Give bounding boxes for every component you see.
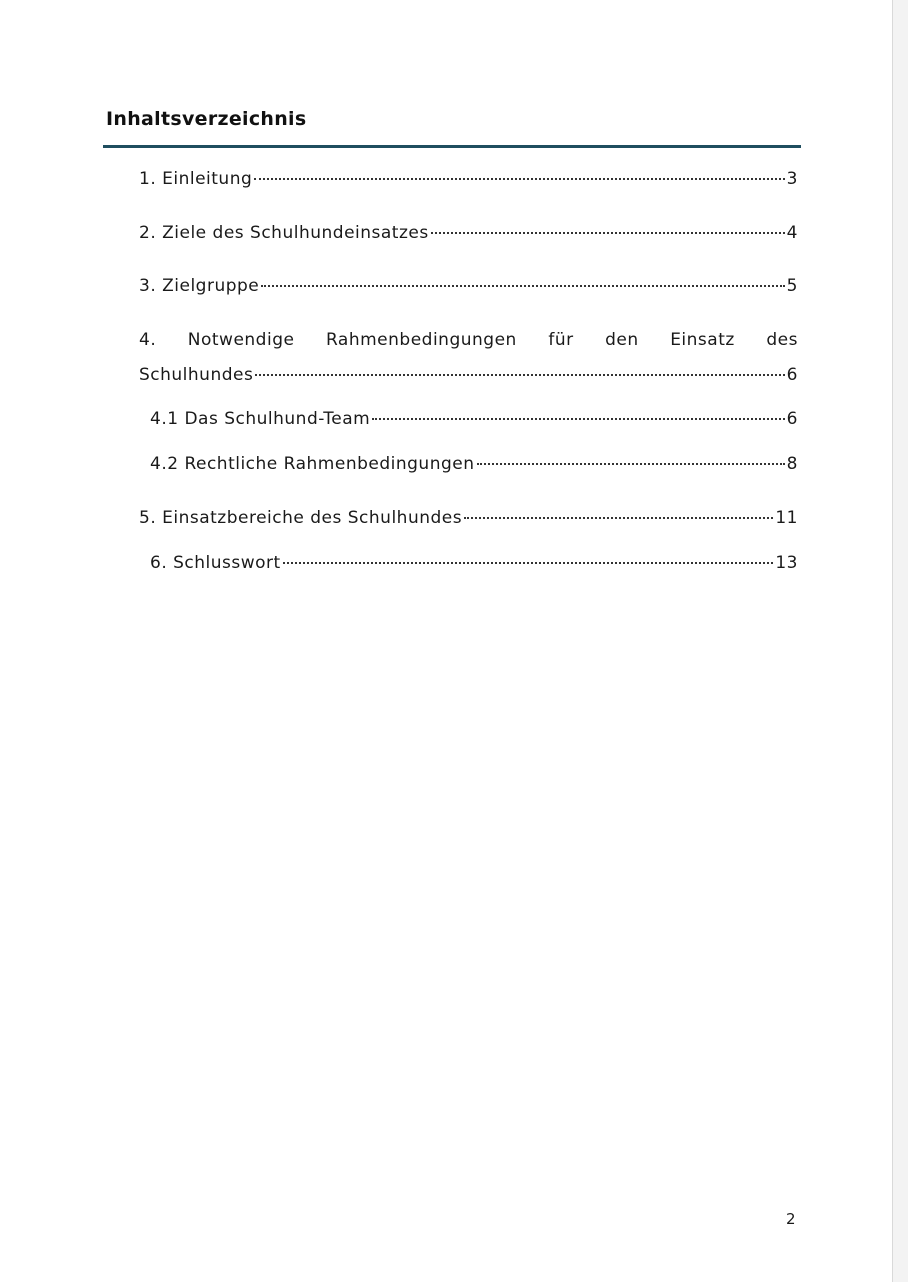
toc-word: den	[605, 330, 639, 350]
toc-entry-schulhund-team[interactable]	[150, 407, 798, 431]
toc-entry-label: Schulhundes	[139, 365, 254, 385]
toc-entry-rahmenbedingungen-line1[interactable]	[139, 328, 798, 352]
toc-entry-page: 13	[775, 553, 798, 573]
toc-entry-label: 4.1 Das Schulhund-Team	[150, 409, 371, 429]
toc-entry-page: 5	[786, 276, 798, 296]
toc-entry-rahmenbedingungen-line2[interactable]	[139, 363, 798, 387]
toc-entry-page: 11	[775, 508, 798, 528]
dot-leader	[431, 232, 785, 234]
page-edge	[892, 0, 908, 1282]
dot-leader	[261, 285, 784, 287]
dot-leader	[255, 374, 784, 376]
dot-leader	[283, 562, 774, 564]
toc-entry-einsatzbereiche[interactable]	[139, 506, 798, 530]
toc-word: Notwendige	[187, 330, 295, 350]
toc-entry-label: 1. Einleitung	[139, 169, 253, 189]
toc-entry-page: 4	[786, 223, 798, 243]
toc-entry-label: 4.2 Rechtliche Rahmenbedingungen	[150, 454, 475, 474]
toc-entry-label: 3. Zielgruppe	[139, 276, 260, 296]
page-number: 2	[786, 1210, 796, 1228]
toc-entry-page: 6	[786, 365, 798, 385]
toc-entry-page: 8	[786, 454, 798, 474]
toc-word: Einsatz	[670, 330, 735, 350]
dot-leader	[477, 463, 785, 465]
toc-heading: Inhaltsverzeichnis	[106, 108, 307, 130]
toc-entry-label: 6. Schlusswort	[150, 553, 281, 573]
toc-word: des	[766, 330, 798, 350]
dot-leader	[464, 517, 773, 519]
dot-leader	[372, 418, 784, 420]
toc-entry-schlusswort[interactable]	[150, 551, 798, 575]
dot-leader	[254, 178, 784, 180]
toc-word: 4.	[139, 330, 157, 350]
toc-entry-rechtliche[interactable]	[150, 452, 798, 476]
toc-entry-page: 6	[786, 409, 798, 429]
toc-entry-page: 3	[786, 169, 798, 189]
toc-entry-label: 5. Einsatzbereiche des Schulhundes	[139, 508, 463, 528]
toc-word: für	[548, 330, 574, 350]
toc-entry-label: 2. Ziele des Schulhundeinsatzes	[139, 223, 429, 243]
toc-word: Rahmenbedingungen	[325, 330, 517, 350]
heading-rule	[103, 145, 801, 148]
toc-entry-einleitung[interactable]	[139, 167, 798, 191]
toc-entry-ziele[interactable]	[139, 221, 798, 245]
toc-entry-zielgruppe[interactable]	[139, 274, 798, 298]
